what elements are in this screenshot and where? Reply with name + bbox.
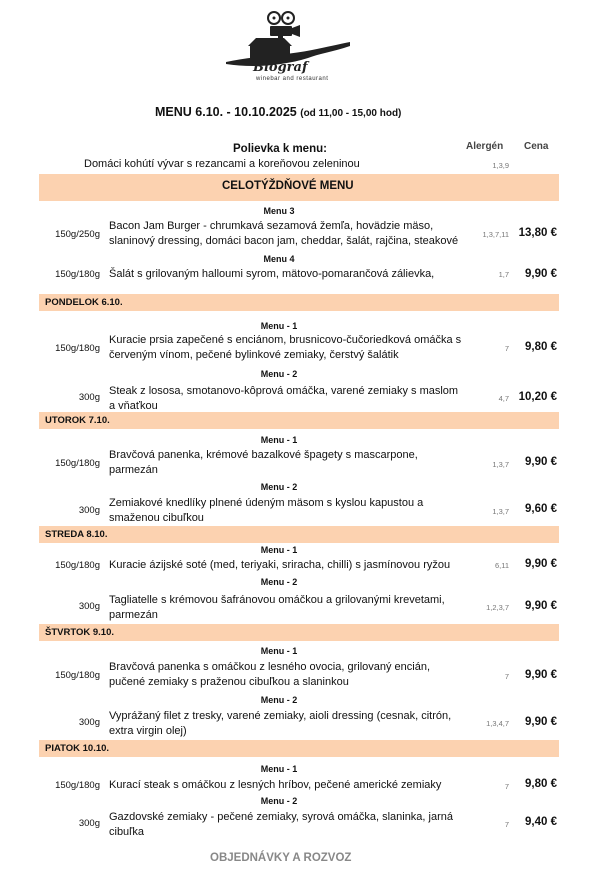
soup-name: Domáci kohútí vývar s rezancami a koreňovou zeleninou (84, 158, 360, 170)
menu-label: Menu - 2 (260, 796, 298, 806)
menu-price: 9,90 € (525, 600, 557, 612)
menu-price: 9,90 € (525, 558, 557, 570)
menu-label: Menu 3 (263, 206, 295, 216)
menu-allergens: 1,2,3,7 (486, 603, 509, 612)
menu-price: 9,40 € (525, 816, 557, 828)
menu-description: Bravčová panenka, krémové bazalkové špagety s mascarpone, parmezán (109, 449, 418, 476)
menu-weight: 150g/180g (55, 458, 100, 469)
menu-description: Tagliatelle s krémovou šafránovou omáčkou a grilovanými krevetami, parmezán (109, 594, 445, 621)
menu-description: Steak z lososa, smotanovo-kôprová omáčka, varené zemiaky s maslom a vňaťkou (109, 385, 459, 412)
allergen-column-header: Alergén (466, 141, 504, 152)
menu-description: Bacon Jam Burger - chrumkavá sezamová žemľa, hovädzie mäso, slaninový dressing, domáci bacon jam, cheddar, šalát, rajčina, steakové (109, 220, 459, 247)
menu-description: Šalát s grilovaným halloumi syrom, mätovo-pomarančová zálievka, (109, 268, 435, 280)
menu-label: Menu - 1 (260, 321, 298, 331)
menu-label: Menu - 1 (260, 764, 298, 774)
menu-label: Menu - 2 (260, 577, 298, 587)
orders-delivery-footer: OBJEDNÁVKY A ROZVOZ (210, 852, 352, 864)
menu-price: 9,90 € (525, 716, 557, 728)
day-band (39, 412, 559, 429)
menu-price: 9,90 € (525, 268, 557, 280)
day-heading: PONDELOK 6.10. (45, 297, 123, 308)
menu-label: Menu - 2 (260, 482, 298, 492)
menu-allergens: 7 (504, 344, 509, 353)
menu-price: 9,80 € (525, 341, 557, 353)
menu-allergens: 1,7 (498, 270, 509, 279)
soup-allergens: 1,3,9 (492, 161, 509, 170)
menu-description: Kuracie ázijské soté (med, teriyaki, sriracha, chilli) s jasmínovou ryžou (109, 559, 451, 571)
menu-weight: 150g/180g (55, 560, 100, 571)
menu-allergens: 6,11 (494, 561, 509, 570)
weekly-heading: CELOTÝŽDŇOVÉ MENU (222, 180, 354, 192)
day-heading: ŠTVRTOK 9.10. (45, 627, 114, 638)
menu-allergens: 7 (504, 672, 509, 681)
day-band (39, 526, 559, 543)
menu-weight: 300g (78, 392, 100, 403)
price-column-header: Cena (524, 141, 549, 152)
day-heading: UTOROK 7.10. (45, 415, 110, 426)
menu-hours: (od 11,00 - 15,00 hod) (300, 108, 402, 119)
menu-weight: 150g/250g (55, 229, 100, 240)
menu-label: Menu - 1 (260, 435, 298, 445)
day-heading: STREDA 8.10. (45, 529, 108, 540)
day-heading: PIATOK 10.10. (45, 743, 110, 754)
menu-weight: 300g (78, 601, 100, 612)
menu-price: 13,80 € (518, 227, 557, 239)
menu-description: Bravčová panenka s omáčkou z lesného ovocia, grilovaný encián, pučené zemiaky s praženou cibuľkou a slaninkou (109, 661, 431, 688)
brand-tagline: winebar and restaurant (256, 76, 329, 82)
menu-weight: 300g (78, 717, 100, 728)
menu-label: Menu 4 (263, 254, 295, 264)
menu-title (155, 105, 401, 119)
menu-weight: 150g/180g (55, 269, 100, 280)
menu-allergens: 4,7 (498, 394, 509, 403)
soup-heading: Polievka k menu: (233, 143, 327, 155)
menu-allergens: 1,3,4,7 (486, 719, 509, 728)
menu-allergens: 1,3,7,11 (482, 230, 509, 239)
menu-price: 9,90 € (525, 669, 557, 681)
menu-label: Menu - 1 (260, 646, 298, 656)
day-band (39, 740, 559, 757)
menu-price: 9,90 € (525, 456, 557, 468)
day-band (39, 624, 559, 641)
menu-weight: 300g (78, 818, 100, 829)
menu-weight: 150g/180g (55, 780, 100, 791)
menu-dates: MENU 6.10. - 10.10.2025 (155, 105, 297, 119)
menu-allergens: 7 (504, 820, 509, 829)
menu-price: 9,60 € (525, 503, 557, 515)
brand-name: Biograf (253, 60, 308, 75)
menu-description: Vyprážaný filet z tresky, varené zemiaky, aioli dressing (cesnak, citrón, extra virgin olej) (109, 710, 452, 737)
menu-weight: 300g (78, 505, 100, 516)
menu-description: Kuracie prsia zapečené s enciánom, brusnicovo-čučoriedková omáčka s červeným vínom, pečené bylinkové zemiaky, čerstvý šalátik (109, 334, 462, 361)
menu-weight: 150g/180g (55, 343, 100, 354)
menu-label: Menu - 2 (260, 369, 298, 379)
menu-label: Menu - 1 (260, 545, 298, 555)
menu-allergens: 1,3,7 (492, 507, 509, 516)
menu-description: Zemiakové knedlíky plnené údeným mäsom s kyslou kapustou a smaženou cibuľkou (109, 497, 424, 524)
menu-weight: 150g/180g (55, 670, 100, 681)
menu-description: Gazdovské zemiaky - pečené zemiaky, syrová omáčka, slaninka, jarná cibuľka (109, 811, 453, 838)
menu-description: Kurací steak s omáčkou z lesných hríbov, pečené americké zemiaky (109, 779, 442, 791)
menu-price: 9,80 € (525, 778, 557, 790)
menu-allergens: 1,3,7 (492, 460, 509, 469)
menu-allergens: 7 (504, 782, 509, 791)
menu-label: Menu - 2 (260, 695, 298, 705)
menu-price: 10,20 € (518, 391, 557, 403)
